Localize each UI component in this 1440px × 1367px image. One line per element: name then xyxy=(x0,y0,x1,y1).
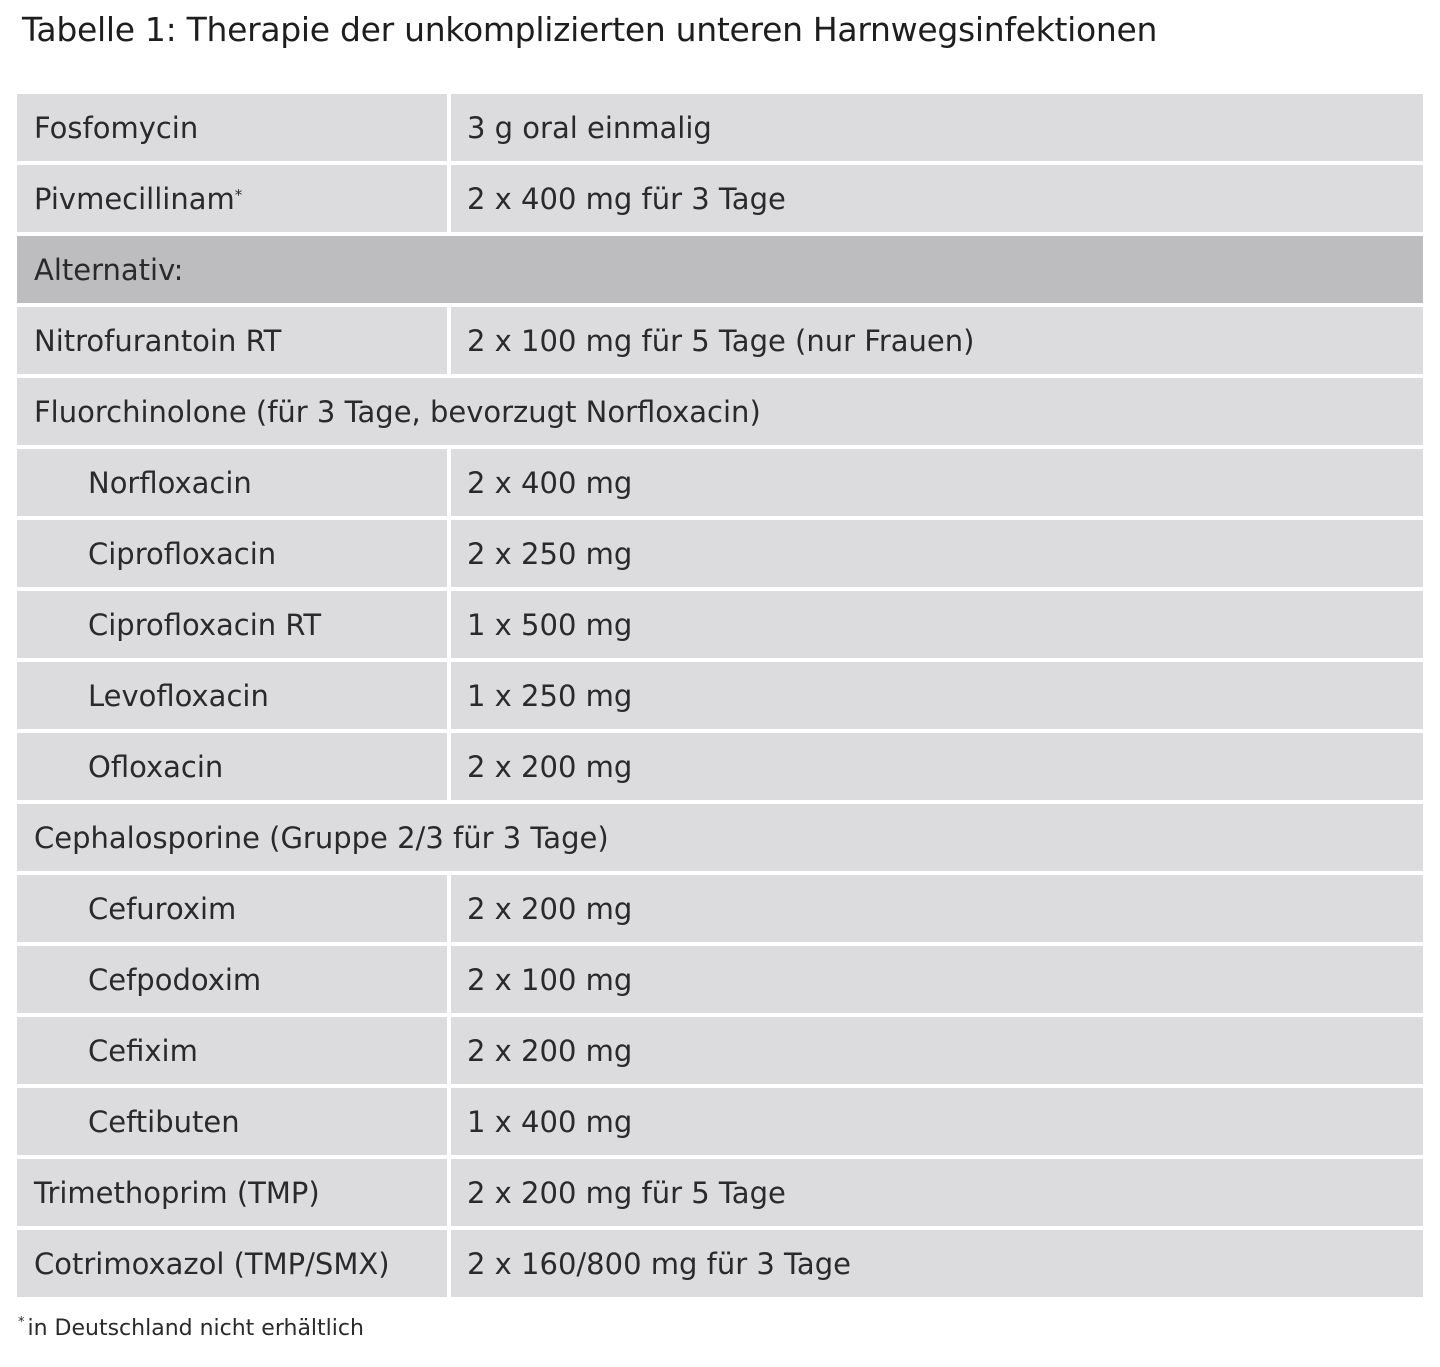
table-row xyxy=(17,1088,1423,1155)
table-row xyxy=(17,449,1423,516)
group-header-cell xyxy=(17,378,1423,445)
group-label: Fluorchinolone (für 3 Tage, bevorzugt Norfloxacin) xyxy=(34,394,761,429)
drug-name-cell xyxy=(17,875,447,942)
drug-name: Fosfomycin xyxy=(34,110,199,145)
dose-text: 1 x 500 mg xyxy=(467,607,633,642)
drug-name: Ofloxacin xyxy=(88,749,224,784)
table-row xyxy=(17,165,1423,232)
dose-text: 2 x 100 mg für 5 Tage (nur Frauen) xyxy=(467,323,975,358)
dose-cell xyxy=(451,733,1423,800)
drug-name: Levofloxacin xyxy=(88,678,269,713)
drug-name: Ciprofloxacin xyxy=(88,536,277,571)
footnote-marker: * xyxy=(234,185,243,204)
drug-name-cell xyxy=(17,1230,447,1297)
drug-name-cell xyxy=(17,591,447,658)
drug-name-cell xyxy=(17,94,447,161)
dose-cell xyxy=(451,875,1423,942)
drug-name-cell xyxy=(17,307,447,374)
dose-cell xyxy=(451,662,1423,729)
table-row xyxy=(17,733,1423,800)
drug-name-cell xyxy=(17,946,447,1013)
drug-name: Cefpodoxim xyxy=(88,962,262,997)
drug-name-cell xyxy=(17,1017,447,1084)
table-row xyxy=(17,946,1423,1013)
dose-cell xyxy=(451,1230,1423,1297)
table-row xyxy=(17,1017,1423,1084)
dose-cell xyxy=(451,449,1423,516)
drug-name-cell xyxy=(17,1159,447,1226)
drug-name: Ceftibuten xyxy=(88,1104,240,1139)
dose-text: 2 x 200 mg xyxy=(467,749,633,784)
dose-text: 2 x 400 mg xyxy=(467,465,633,500)
dose-text: 2 x 200 mg xyxy=(467,1033,633,1068)
drug-name-cell xyxy=(17,662,447,729)
dose-text: 2 x 200 mg für 5 Tage xyxy=(467,1175,786,1210)
dose-cell xyxy=(451,165,1423,232)
drug-name: Ciprofloxacin RT xyxy=(88,607,322,642)
drug-name: Cotrimoxazol (TMP/SMX) xyxy=(34,1246,390,1281)
section-header-cell xyxy=(17,236,1423,303)
drug-name-cell xyxy=(17,165,447,232)
drug-name-cell xyxy=(17,449,447,516)
table-row xyxy=(17,94,1423,161)
dose-cell xyxy=(451,1017,1423,1084)
table-title: Tabelle 1: Therapie der unkomplizierten unteren Harnwegsinfektionen xyxy=(22,10,1158,49)
drug-name: Pivmecillinam xyxy=(34,181,235,216)
footnote-text: in Deutschland nicht erhältlich xyxy=(27,1316,364,1341)
dose-cell xyxy=(451,946,1423,1013)
section-header-row xyxy=(17,236,1423,303)
dose-cell xyxy=(451,307,1423,374)
dose-text: 2 x 200 mg xyxy=(467,891,633,926)
group-label: Cephalosporine (Gruppe 2/3 für 3 Tage) xyxy=(34,820,609,855)
dose-text: 1 x 250 mg xyxy=(467,678,633,713)
dose-text: 3 g oral einmalig xyxy=(467,110,712,145)
table-row xyxy=(17,307,1423,374)
table-row xyxy=(17,1230,1423,1297)
dose-cell xyxy=(451,94,1423,161)
drug-name: Norfloxacin xyxy=(88,465,252,500)
therapy-table xyxy=(17,94,1423,1301)
drug-name: Trimethoprim (TMP) xyxy=(34,1175,320,1210)
footnote xyxy=(18,1316,364,1341)
group-header-cell xyxy=(17,804,1423,871)
group-header-row xyxy=(17,378,1423,445)
dose-cell xyxy=(451,1159,1423,1226)
table-row xyxy=(17,1159,1423,1226)
section-label: Alternativ: xyxy=(34,252,184,287)
drug-name: Cefuroxim xyxy=(88,891,237,926)
dose-text: 1 x 400 mg xyxy=(467,1104,633,1139)
footnote-marker: * xyxy=(18,1315,25,1330)
dose-cell xyxy=(451,1088,1423,1155)
group-header-row xyxy=(17,804,1423,871)
table-row xyxy=(17,591,1423,658)
drug-name: Nitrofurantoin RT xyxy=(34,323,282,358)
dose-cell xyxy=(451,591,1423,658)
drug-name-cell xyxy=(17,733,447,800)
drug-name-cell xyxy=(17,1088,447,1155)
dose-text: 2 x 400 mg für 3 Tage xyxy=(467,181,786,216)
drug-name-cell xyxy=(17,520,447,587)
dose-text: 2 x 160/800 mg für 3 Tage xyxy=(467,1246,851,1281)
table-row xyxy=(17,875,1423,942)
dose-cell xyxy=(451,520,1423,587)
dose-text: 2 x 100 mg xyxy=(467,962,633,997)
table-row xyxy=(17,520,1423,587)
drug-name: Cefixim xyxy=(88,1033,198,1068)
table-row xyxy=(17,662,1423,729)
dose-text: 2 x 250 mg xyxy=(467,536,633,571)
